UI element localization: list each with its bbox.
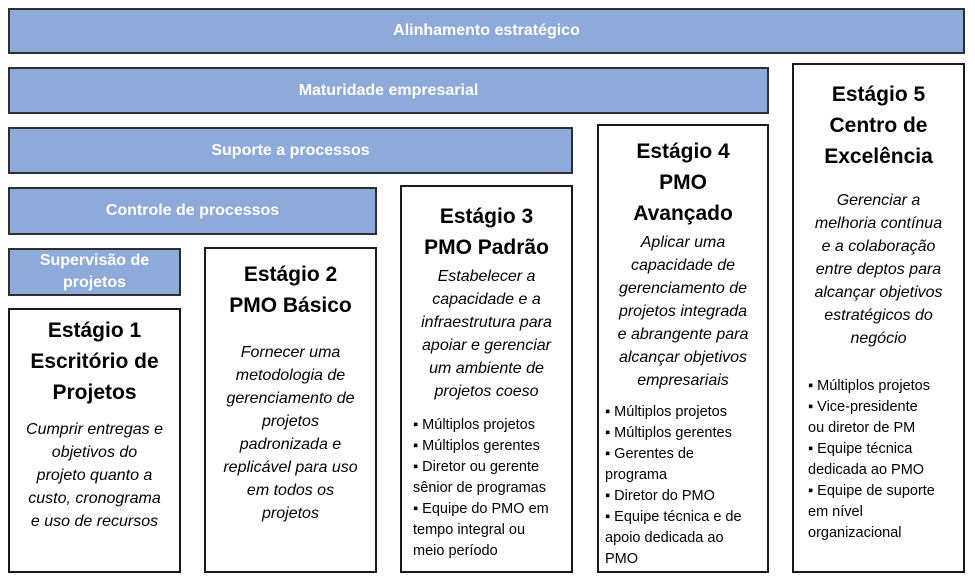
list-item: ▪ Múltiplos projetos [413,415,571,436]
list-item: ▪ Gerentes de programa [605,444,767,486]
stage-4-box [597,124,769,573]
stage-5-title: Estágio 5 Centro de Excelência [824,83,933,168]
stage-3-description: Estabelecer a capacidade e a infraestrutura para apoiar e gerenciar um ambiente de projetos coeso [421,268,552,400]
stage-3-title: Estágio 3 PMO Padrão [424,205,549,259]
list-item: ▪ Equipe de suporte em nível organizacional [808,481,963,544]
bar-supervisao-de-projetos [8,248,181,296]
bar-label-line-1: Supervisão de [39,252,150,269]
bar-label: Alinhamento estratégico [393,22,580,39]
list-item: ▪ Múltiplos gerentes [605,423,767,444]
list-item: ▪ Múltiplos gerentes [413,436,571,457]
bar-suporte-a-processos [8,127,573,174]
stage-3-box [400,185,573,573]
stage-1-description: Cumprir entregas e objetivos do projeto quanto a custo, cronograma e uso de recursos [26,421,163,530]
list-item: ▪ Vice-presidente ou diretor de PM [808,397,963,439]
list-item: ▪ Equipe do PMO em tempo integral ou meio período [413,499,571,562]
stage-4-bullets [599,402,767,570]
stage-5-description: Gerenciar a melhoria contínua e a colaboração entre deptos para alcançar objetivos estratégicos do negócio [814,192,943,347]
stage-5-box [792,63,965,573]
stage-4-title: Estágio 4 PMO Avançado [633,140,733,225]
list-item: ▪ Diretor ou gerente sênior de programas [413,457,571,499]
list-item: ▪ Equipe técnica dedicada ao PMO [808,439,963,481]
list-item: ▪ Múltiplos projetos [605,402,767,423]
stage-1-box [8,308,181,573]
stage-5-bullets [794,376,963,544]
bar-label: Suporte a processos [211,141,370,159]
bar-alinhamento-estrategico [8,8,965,54]
stage-2-box [204,247,377,573]
bar-label-line-2: projetos [62,274,127,291]
stage-4-description: Aplicar uma capacidade de gerenciamento de projetos integrada e abrangente para alcançar objetivos empresariais [617,234,749,389]
list-item: ▪ Múltiplos projetos [808,376,963,397]
stage-2-description: Fornecer uma metodologia de gerenciamento de projetos padronizada e replicável para uso em todos os projetos [223,344,358,522]
list-item: ▪ Diretor do PMO [605,486,767,507]
stage-2-title: Estágio 2 PMO Básico [229,263,352,317]
bar-maturidade-empresarial [8,67,769,114]
stage-3-bullets [402,415,571,562]
bar-label: Controle de processos [105,202,280,219]
bar-label: Maturidade empresarial [298,81,479,99]
list-item: ▪ Equipe técnica e de apoio dedicada ao PMO [605,507,767,570]
stage-1-title: Estágio 1 Escritório de Projetos [30,319,159,404]
bar-controle-de-processos [8,187,377,235]
